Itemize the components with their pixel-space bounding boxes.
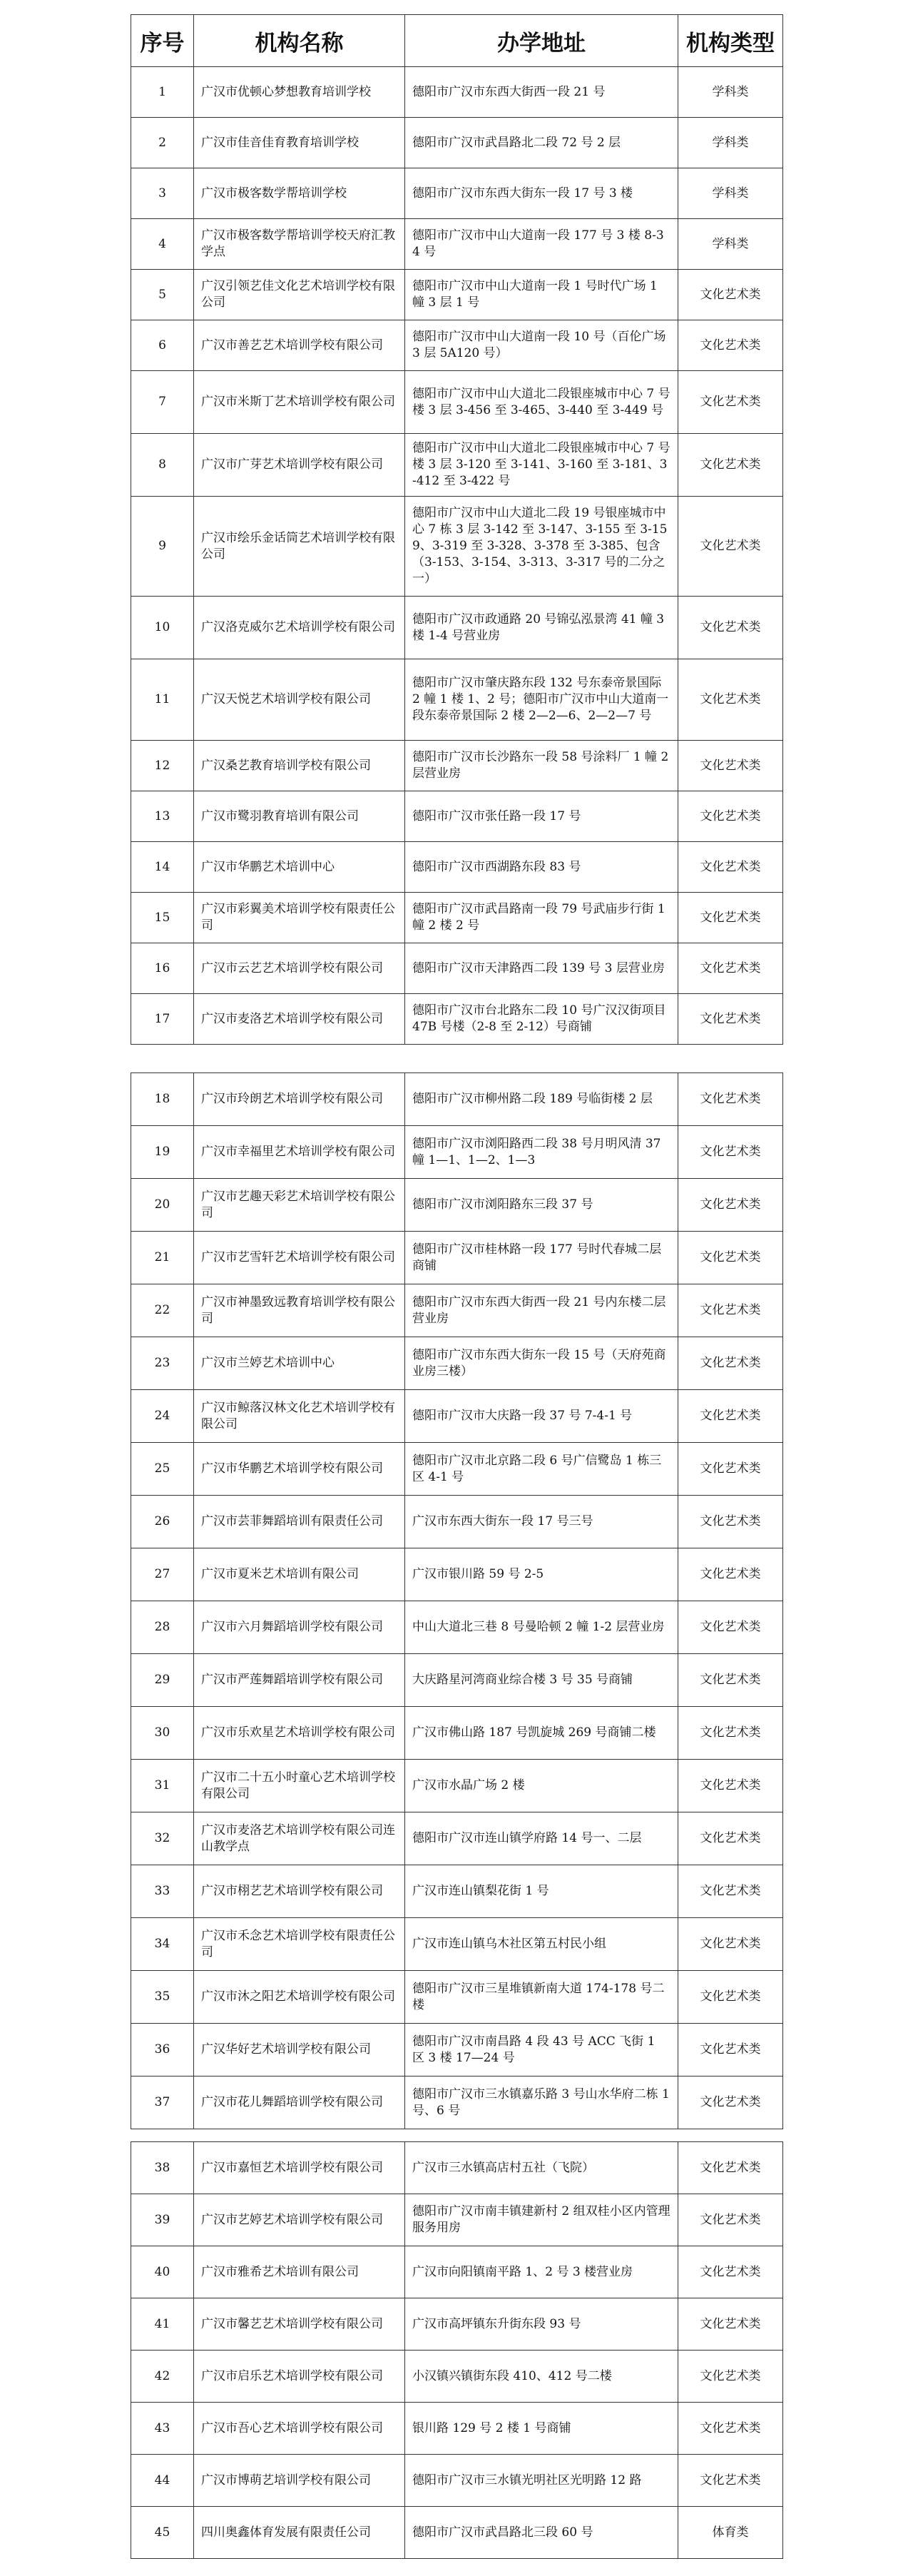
row-index: 32	[131, 1812, 194, 1865]
row-index: 36	[131, 2024, 194, 2076]
institution-address: 广汉市高坪镇东升街东段 93 号	[405, 2298, 678, 2351]
institution-type: 文化艺术类	[678, 741, 783, 791]
institution-type: 文化艺术类	[678, 1443, 783, 1496]
institution-type: 文化艺术类	[678, 994, 783, 1045]
table-row	[131, 1601, 783, 1654]
institution-type: 学科类	[678, 67, 783, 118]
institution-name: 广汉洛克威尔艺术培训学校有限公司	[194, 597, 405, 659]
institution-address: 德阳市广汉市大庆路一段 37 号 7-4-1 号	[405, 1390, 678, 1443]
institution-address: 德阳市广汉市桂林路一段 177 号时代春城二层商铺	[405, 1232, 678, 1284]
row-index: 12	[131, 741, 194, 791]
institution-type: 文化艺术类	[678, 2024, 783, 2076]
institution-type: 文化艺术类	[678, 1179, 783, 1232]
institution-name: 广汉市严莲舞蹈培训学校有限公司	[194, 1654, 405, 1707]
institution-type: 文化艺术类	[678, 497, 783, 597]
row-index: 30	[131, 1707, 194, 1760]
institution-type: 文化艺术类	[678, 659, 783, 741]
institution-type: 文化艺术类	[678, 1601, 783, 1654]
row-index: 22	[131, 1284, 194, 1337]
institution-table-part-3	[131, 2141, 783, 2559]
table-row	[131, 893, 783, 943]
institution-type: 文化艺术类	[678, 2076, 783, 2129]
institution-name: 广汉市麦洛艺术培训学校有限公司连山教学点	[194, 1812, 405, 1865]
row-index: 26	[131, 1496, 194, 1548]
table-row	[131, 1337, 783, 1390]
table-row	[131, 320, 783, 371]
institution-address: 大庆路星河湾商业综合楼 3 号 35 号商铺	[405, 1654, 678, 1707]
institution-type: 文化艺术类	[678, 943, 783, 994]
institution-address: 德阳市广汉市东西大街东一段 17 号 3 楼	[405, 168, 678, 219]
row-index: 45	[131, 2507, 194, 2559]
institution-name: 广汉市神墨致远教育培训学校有限公司	[194, 1284, 405, 1337]
row-index: 43	[131, 2403, 194, 2455]
institution-name: 广汉市鹭羽教育培训有限公司	[194, 791, 405, 842]
row-index: 33	[131, 1865, 194, 1918]
row-index: 7	[131, 371, 194, 434]
row-index: 13	[131, 791, 194, 842]
table-row	[131, 1548, 783, 1601]
institution-address: 德阳市广汉市天津路西二段 139 号 3 层营业房	[405, 943, 678, 994]
institution-name: 广汉市沐之阳艺术培训学校有限公司	[194, 1971, 405, 2024]
table-row	[131, 1126, 783, 1179]
table-row	[131, 741, 783, 791]
row-index: 2	[131, 118, 194, 168]
institution-address: 德阳市广汉市中山大道南一段 1 号时代广场 1 幢 3 层 1 号	[405, 270, 678, 320]
table-row	[131, 791, 783, 842]
institution-name: 广汉市幸福里艺术培训学校有限公司	[194, 1126, 405, 1179]
row-index: 31	[131, 1760, 194, 1812]
institution-address: 德阳市广汉市中山大道北二段银座城市中心 7 号楼 3 层 3-120 至 3-141、3-160 至 3-181、3-412 至 3-422 号	[405, 434, 678, 497]
institution-address: 德阳市广汉市南丰镇建新村 2 组双桂小区内管理服务用房	[405, 2194, 678, 2246]
institution-type: 学科类	[678, 118, 783, 168]
row-index: 24	[131, 1390, 194, 1443]
institution-name: 广汉市艺雪轩艺术培训学校有限公司	[194, 1232, 405, 1284]
institution-address: 德阳市广汉市武昌路南一段 79 号武庙步行街 1 幢 2 楼 2 号	[405, 893, 678, 943]
institution-type: 文化艺术类	[678, 1337, 783, 1390]
row-index: 9	[131, 497, 194, 597]
institution-address: 德阳市广汉市台北路东二段 10 号广汉汉街项目 47B 号楼（2-8 至 2-12）号商铺	[405, 994, 678, 1045]
institution-name: 广汉市兰婷艺术培训中心	[194, 1337, 405, 1390]
institution-type: 文化艺术类	[678, 2194, 783, 2246]
row-index: 41	[131, 2298, 194, 2351]
institution-type: 文化艺术类	[678, 1760, 783, 1812]
institution-address: 德阳市广汉市浏阳路东三段 37 号	[405, 1179, 678, 1232]
institution-name: 广汉桑艺教育培训学校有限公司	[194, 741, 405, 791]
table-row	[131, 2076, 783, 2129]
table-row	[131, 1812, 783, 1865]
row-index: 35	[131, 1971, 194, 2024]
row-index: 34	[131, 1918, 194, 1971]
table-row	[131, 67, 783, 118]
institution-type: 文化艺术类	[678, 1073, 783, 1126]
institution-name: 广汉市六月舞蹈培训学校有限公司	[194, 1601, 405, 1654]
table-row	[131, 1179, 783, 1232]
institution-type: 文化艺术类	[678, 1232, 783, 1284]
institution-type: 文化艺术类	[678, 270, 783, 320]
institution-name: 广汉市启乐艺术培训学校有限公司	[194, 2351, 405, 2403]
institution-address: 德阳市广汉市柳州路二段 189 号临街楼 2 层	[405, 1073, 678, 1126]
row-index: 40	[131, 2246, 194, 2298]
institution-address: 银川路 129 号 2 楼 1 号商铺	[405, 2403, 678, 2455]
table-row	[131, 1443, 783, 1496]
institution-name: 广汉市嘉恒艺术培训学校有限公司	[194, 2142, 405, 2194]
institution-type: 文化艺术类	[678, 2351, 783, 2403]
row-index: 42	[131, 2351, 194, 2403]
table-row	[131, 2298, 783, 2351]
institution-type: 文化艺术类	[678, 1654, 783, 1707]
table-row	[131, 2246, 783, 2298]
row-index: 16	[131, 943, 194, 994]
institution-address: 广汉市连山镇乌木社区第五村民小组	[405, 1918, 678, 1971]
row-index: 39	[131, 2194, 194, 2246]
institution-name: 广汉市艺婷艺术培训学校有限公司	[194, 2194, 405, 2246]
table-row	[131, 1390, 783, 1443]
institution-name: 广汉市雅希艺术培训有限公司	[194, 2246, 405, 2298]
institution-type: 文化艺术类	[678, 1284, 783, 1337]
institution-address: 广汉市向阳镇南平路 1、2 号 3 楼营业房	[405, 2246, 678, 2298]
row-index: 18	[131, 1073, 194, 1126]
institution-name: 广汉市鲸落汉林文化艺术培训学校有限公司	[194, 1390, 405, 1443]
institution-address: 广汉市三水镇高店村五社（飞院）	[405, 2142, 678, 2194]
institution-name: 广汉市二十五小时童心艺术培训学校有限公司	[194, 1760, 405, 1812]
table-row	[131, 1496, 783, 1548]
row-index: 23	[131, 1337, 194, 1390]
table-row	[131, 1073, 783, 1126]
row-index: 25	[131, 1443, 194, 1496]
institution-name: 广汉市优顿心梦想教育培训学校	[194, 67, 405, 118]
institution-address: 德阳市广汉市中山大道北二段银座城市中心 7 号楼 3 层 3-456 至 3-465、3-440 至 3-449 号	[405, 371, 678, 434]
institution-type: 文化艺术类	[678, 2455, 783, 2507]
institution-name: 广汉市绘乐金话筒艺术培训学校有限公司	[194, 497, 405, 597]
institution-address: 德阳市广汉市连山镇学府路 14 号一、二层	[405, 1812, 678, 1865]
institution-name: 广汉市极客数学帮培训学校天府汇教学点	[194, 219, 405, 270]
header-type: 机构类型	[678, 15, 783, 67]
table-row	[131, 1654, 783, 1707]
table-row	[131, 2403, 783, 2455]
institution-type: 学科类	[678, 168, 783, 219]
institution-name: 广汉市华鹏艺术培训中心	[194, 842, 405, 893]
institution-address: 德阳市广汉市北京路二段 6 号广信鹭岛 1 栋三区 4-1 号	[405, 1443, 678, 1496]
institution-type: 文化艺术类	[678, 1548, 783, 1601]
institution-address: 德阳市广汉市东西大街西一段 21 号内东楼二层营业房	[405, 1284, 678, 1337]
institution-address: 德阳市广汉市中山大道北二段 19 号银座城市中心 7 栋 3 层 3-142 至 3-147、3-155 至 3-159、3-319 至 3-328、3-378 至 3-385、包含（3-153、3-154、3-313、3-317 号的二分之一）	[405, 497, 678, 597]
table-row	[131, 659, 783, 741]
institution-type: 文化艺术类	[678, 842, 783, 893]
institution-name: 广汉市芸菲舞蹈培训有限责任公司	[194, 1496, 405, 1548]
institution-address: 德阳市广汉市东西大街西一段 21 号	[405, 67, 678, 118]
table-row	[131, 2351, 783, 2403]
row-index: 27	[131, 1548, 194, 1601]
row-index: 17	[131, 994, 194, 1045]
institution-name: 广汉市善艺艺术培训学校有限公司	[194, 320, 405, 371]
table-row	[131, 1232, 783, 1284]
institution-type: 文化艺术类	[678, 1496, 783, 1548]
row-index: 37	[131, 2076, 194, 2129]
institution-type: 文化艺术类	[678, 1707, 783, 1760]
row-index: 3	[131, 168, 194, 219]
institution-name: 广汉市馨艺艺术培训学校有限公司	[194, 2298, 405, 2351]
institution-type: 文化艺术类	[678, 1390, 783, 1443]
row-index: 4	[131, 219, 194, 270]
row-index: 29	[131, 1654, 194, 1707]
row-index: 28	[131, 1601, 194, 1654]
table-row	[131, 497, 783, 597]
institution-name: 广汉华好艺术培训学校有限公司	[194, 2024, 405, 2076]
institution-name: 广汉市吾心艺术培训学校有限公司	[194, 2403, 405, 2455]
institution-address: 德阳市广汉市武昌路北三段 60 号	[405, 2507, 678, 2559]
institution-address: 德阳市广汉市三水镇嘉乐路 3 号山水华府二栋 1 号、6 号	[405, 2076, 678, 2129]
row-index: 5	[131, 270, 194, 320]
institution-name: 四川奥鑫体育发展有限责任公司	[194, 2507, 405, 2559]
row-index: 1	[131, 67, 194, 118]
institution-name: 广汉市玲朗艺术培训学校有限公司	[194, 1073, 405, 1126]
institution-address: 广汉市连山镇梨花街 1 号	[405, 1865, 678, 1918]
institution-table-part-1	[131, 14, 783, 1045]
institution-address: 德阳市广汉市三星堆镇新南大道 174-178 号二楼	[405, 1971, 678, 2024]
institution-type: 文化艺术类	[678, 2403, 783, 2455]
table-row	[131, 1971, 783, 2024]
row-index: 21	[131, 1232, 194, 1284]
table-row	[131, 2194, 783, 2246]
institution-address: 德阳市广汉市浏阳路西二段 38 号月明风清 37 幢 1—1、1—2、1—3	[405, 1126, 678, 1179]
table-row	[131, 219, 783, 270]
institution-address: 德阳市广汉市张任路一段 17 号	[405, 791, 678, 842]
header-address: 办学地址	[405, 15, 678, 67]
institution-type: 文化艺术类	[678, 1865, 783, 1918]
row-index: 11	[131, 659, 194, 741]
row-index: 38	[131, 2142, 194, 2194]
table-row	[131, 1707, 783, 1760]
institution-address: 德阳市广汉市政通路 20 号锦弘泓景湾 41 幢 3 楼 1-4 号营业房	[405, 597, 678, 659]
table-row	[131, 2142, 783, 2194]
institution-name: 广汉市广芽艺术培训学校有限公司	[194, 434, 405, 497]
header-index: 序号	[131, 15, 194, 67]
institution-type: 文化艺术类	[678, 371, 783, 434]
table-row	[131, 371, 783, 434]
institution-address: 德阳市广汉市武昌路北二段 72 号 2 层	[405, 118, 678, 168]
table-row	[131, 434, 783, 497]
institution-name: 广汉市博萌艺培训学校有限公司	[194, 2455, 405, 2507]
row-index: 19	[131, 1126, 194, 1179]
institution-address: 德阳市广汉市三水镇光明社区光明路 12 路	[405, 2455, 678, 2507]
institution-name: 广汉引领艺佳文化艺术培训学校有限公司	[194, 270, 405, 320]
institution-address: 德阳市广汉市南昌路 4 段 43 号 ACC 飞街 1 区 3 楼 17—24 号	[405, 2024, 678, 2076]
row-index: 8	[131, 434, 194, 497]
institution-name: 广汉市麦洛艺术培训学校有限公司	[194, 994, 405, 1045]
table-row	[131, 118, 783, 168]
table-row	[131, 168, 783, 219]
header-name: 机构名称	[194, 15, 405, 67]
institution-type: 文化艺术类	[678, 2142, 783, 2194]
institution-type: 文化艺术类	[678, 320, 783, 371]
row-index: 15	[131, 893, 194, 943]
table-row	[131, 2455, 783, 2507]
institution-type: 文化艺术类	[678, 597, 783, 659]
table-row	[131, 842, 783, 893]
institution-type: 文化艺术类	[678, 1126, 783, 1179]
institution-type: 学科类	[678, 219, 783, 270]
institution-type: 文化艺术类	[678, 893, 783, 943]
institution-type: 文化艺术类	[678, 2298, 783, 2351]
table-row	[131, 270, 783, 320]
table-row	[131, 1918, 783, 1971]
institution-address: 广汉市水晶广场 2 楼	[405, 1760, 678, 1812]
table-row	[131, 1284, 783, 1337]
institution-name: 广汉市栩艺艺术培训学校有限公司	[194, 1865, 405, 1918]
institution-address: 德阳市广汉市东西大街东一段 15 号（天府苑商业房三楼）	[405, 1337, 678, 1390]
table-row	[131, 2507, 783, 2559]
institution-name: 广汉市极客数学帮培训学校	[194, 168, 405, 219]
institution-name: 广汉市乐欢星艺术培训学校有限公司	[194, 1707, 405, 1760]
institution-name: 广汉市米斯丁艺术培训学校有限公司	[194, 371, 405, 434]
institution-table-part-2	[131, 1073, 783, 2129]
institution-type: 文化艺术类	[678, 1971, 783, 2024]
table-row	[131, 1760, 783, 1812]
table-row	[131, 994, 783, 1045]
institution-address: 广汉市东西大街东一段 17 号三号	[405, 1496, 678, 1548]
institution-name: 广汉市艺趣天彩艺术培训学校有限公司	[194, 1179, 405, 1232]
institution-name: 广汉市花儿舞蹈培训学校有限公司	[194, 2076, 405, 2129]
row-index: 14	[131, 842, 194, 893]
row-index: 10	[131, 597, 194, 659]
row-index: 44	[131, 2455, 194, 2507]
table-row	[131, 1865, 783, 1918]
institution-name: 广汉市云艺艺术培训学校有限公司	[194, 943, 405, 994]
institution-type: 文化艺术类	[678, 2246, 783, 2298]
institution-name: 广汉市夏米艺术培训有限公司	[194, 1548, 405, 1601]
table-row	[131, 597, 783, 659]
table-row	[131, 943, 783, 994]
institution-name: 广汉天悦艺术培训学校有限公司	[194, 659, 405, 741]
table-header-row	[131, 15, 783, 67]
institution-address: 德阳市广汉市长沙路东一段 58 号涂料厂 1 幢 2 层营业房	[405, 741, 678, 791]
institution-type: 体育类	[678, 2507, 783, 2559]
row-index: 6	[131, 320, 194, 371]
institution-address: 德阳市广汉市中山大道南一段 177 号 3 楼 8-34 号	[405, 219, 678, 270]
institution-address: 德阳市广汉市西湖路东段 83 号	[405, 842, 678, 893]
institution-address: 广汉市佛山路 187 号凯旋城 269 号商铺二楼	[405, 1707, 678, 1760]
table-row	[131, 2024, 783, 2076]
institution-address: 小汉镇兴镇街东段 410、412 号二楼	[405, 2351, 678, 2403]
institution-name: 广汉市彩翼美术培训学校有限责任公司	[194, 893, 405, 943]
institution-name: 广汉市华鹏艺术培训学校有限公司	[194, 1443, 405, 1496]
institution-type: 文化艺术类	[678, 1812, 783, 1865]
institution-type: 文化艺术类	[678, 1918, 783, 1971]
institution-address: 德阳市广汉市肇庆路东段 132 号东泰帝景国际 2 幢 1 楼 1、2 号；德阳市广汉市中山大道南一段东泰帝景国际 2 楼 2—2—6、2—2—7 号	[405, 659, 678, 741]
row-index: 20	[131, 1179, 194, 1232]
institution-address: 中山大道北三巷 8 号曼哈顿 2 幢 1-2 层营业房	[405, 1601, 678, 1654]
institution-type: 文化艺术类	[678, 791, 783, 842]
institution-type: 文化艺术类	[678, 434, 783, 497]
institution-address: 德阳市广汉市中山大道南一段 10 号（百伦广场 3 层 5A120 号）	[405, 320, 678, 371]
institution-address: 广汉市银川路 59 号 2-5	[405, 1548, 678, 1601]
institution-name: 广汉市禾念艺术培训学校有限责任公司	[194, 1918, 405, 1971]
institution-name: 广汉市佳音佳育教育培训学校	[194, 118, 405, 168]
